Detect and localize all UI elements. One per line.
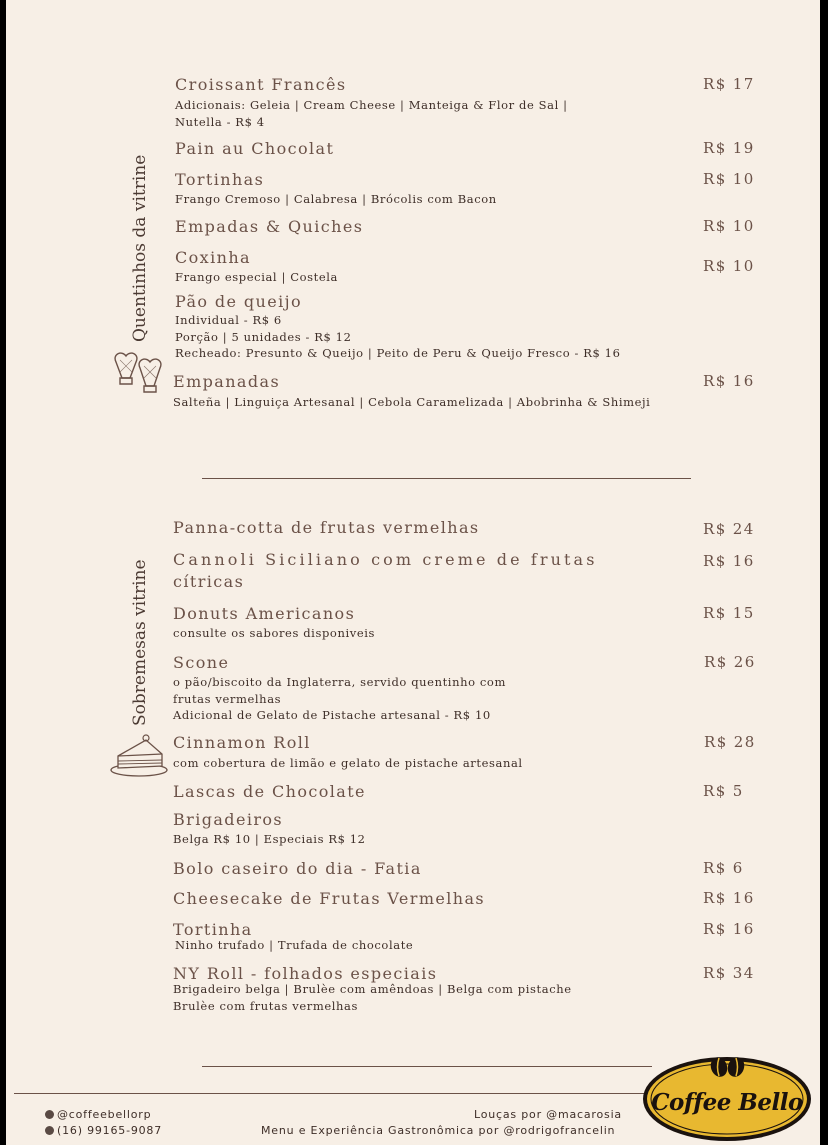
menu-item-empanadas: Empanadas Salteña | Linguiça Artesanal | Cebola Caramelizada | Abobrinha & Shimeji bbox=[173, 372, 651, 409]
price-cheesecake: R$ 16 bbox=[703, 889, 755, 907]
price-pain-au-chocolat: R$ 19 bbox=[703, 139, 755, 157]
footer-rule bbox=[14, 1093, 654, 1094]
price-empadas: R$ 10 bbox=[703, 217, 755, 235]
menu-item-scone: Scone o pão/biscoito da Inglaterra, servido quentinho com frutas vermelhas Adicional de Gelato de Pistache artesanal - R$ 10 bbox=[173, 653, 506, 722]
menu-item-cinnamon-roll: Cinnamon Roll com cobertura de limão e gelato de pistache artesanal bbox=[173, 733, 523, 770]
price-ny-roll: R$ 34 bbox=[703, 964, 755, 982]
price-scone: R$ 26 bbox=[704, 653, 756, 671]
price-cannoli: R$ 16 bbox=[703, 552, 755, 570]
coffee-bello-logo bbox=[639, 1047, 815, 1143]
section-divider bbox=[202, 478, 691, 479]
section-title-quentinhos: Quentinhos da vitrine bbox=[130, 154, 150, 342]
menu-item-ny-roll: NY Roll - folhados especiais Brigadeiro belga | Brulèe com amêndoas | Belga com pistache Brulèe com frutas vermelhas bbox=[173, 964, 572, 1013]
menu-item-pain-au-chocolat: Pain au Chocolat bbox=[175, 139, 335, 158]
menu-item-donuts: Donuts Americanos consulte os sabores disponiveis bbox=[173, 604, 376, 640]
menu-item-tortinha: Tortinha Ninho trufado | Trufada de chocolate bbox=[173, 920, 414, 952]
oven-mitts-icon bbox=[110, 348, 172, 396]
price-coxinha: R$ 10 bbox=[703, 257, 755, 275]
menu-item-croissant: Croissant Francês Adicionais: Geleia | Cream Cheese | Manteiga & Flor de Sal | Nutella - R$ 4 bbox=[175, 75, 568, 129]
price-tortinha: R$ 16 bbox=[703, 920, 755, 938]
price-donuts: R$ 15 bbox=[703, 604, 755, 622]
price-croissant: R$ 17 bbox=[703, 75, 755, 93]
instagram-icon bbox=[45, 1110, 54, 1119]
menu-item-brigadeiros: Brigadeiros Belga R$ 10 | Especiais R$ 12 bbox=[173, 810, 366, 846]
menu-item-cannoli: Cannoli Siciliano com creme de frutas cítricas bbox=[173, 550, 598, 591]
bottom-divider bbox=[202, 1066, 652, 1067]
price-lascas: R$ 5 bbox=[703, 782, 744, 800]
footer-credit-menu: Menu e Experiência Gastronômica por @rodrigofrancelin bbox=[261, 1124, 616, 1137]
menu-item-tortinhas: Tortinhas Frango Cremoso | Calabresa | Brócolis com Bacon bbox=[175, 170, 497, 206]
menu-item-empadas: Empadas & Quiches bbox=[175, 217, 364, 236]
price-bolo: R$ 6 bbox=[703, 859, 744, 877]
section-title-sobremesas: Sobremesas vitrine bbox=[130, 559, 150, 726]
footer-phone: (16) 99165-9087 bbox=[45, 1124, 162, 1137]
menu-item-cheesecake: Cheesecake de Frutas Vermelhas bbox=[173, 889, 486, 908]
menu-item-panna-cotta: Panna-cotta de frutas vermelhas bbox=[173, 518, 480, 537]
footer-credit-loucas: Louças por @macarosia bbox=[474, 1108, 622, 1121]
price-empanadas: R$ 16 bbox=[703, 372, 755, 390]
menu-item-bolo: Bolo caseiro do dia - Fatia bbox=[173, 859, 422, 878]
footer-instagram: @coffeebellorp bbox=[45, 1108, 151, 1121]
logo-text: Coffee Bello bbox=[651, 1089, 803, 1116]
menu-item-lascas: Lascas de Chocolate bbox=[173, 782, 366, 801]
cake-slice-icon bbox=[108, 734, 170, 778]
price-tortinhas: R$ 10 bbox=[703, 170, 755, 188]
whatsapp-icon bbox=[45, 1126, 54, 1135]
menu-item-coxinha: Coxinha Frango especial | Costela bbox=[175, 248, 338, 284]
menu-page bbox=[6, 0, 820, 1145]
menu-item-pao-de-queijo: Pão de queijo Individual - R$ 6 Porção | 5 unidades - R$ 12 Recheado: Presunto & Queijo | Peito de Peru & Queijo Fresco - R$ 16 bbox=[175, 292, 621, 360]
price-panna-cotta: R$ 24 bbox=[703, 520, 755, 538]
price-cinnamon-roll: R$ 28 bbox=[704, 733, 756, 751]
